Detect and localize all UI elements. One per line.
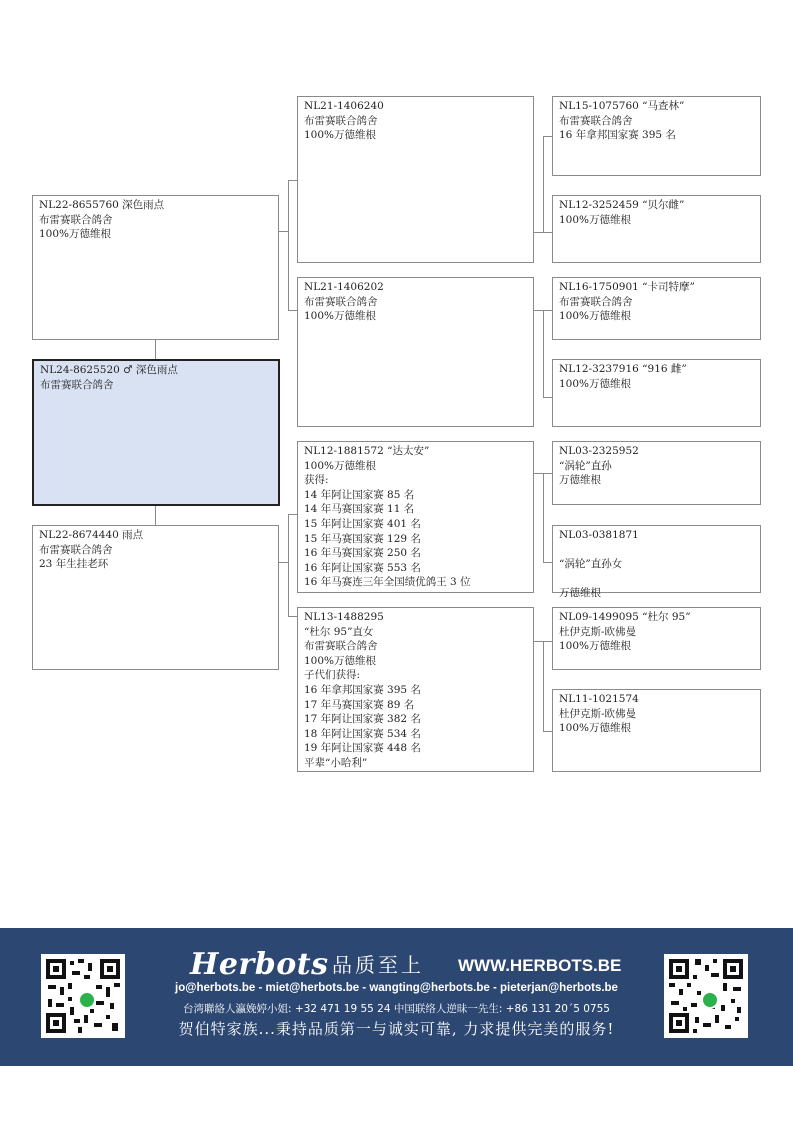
company-motto: 贺伯特家族...秉持品质第一与诚实可靠, 力求提供完美的服务! [178,1020,615,1038]
wechat-logo-icon [701,991,719,1009]
connector-line [543,473,552,474]
connector-line [543,232,552,233]
connector-line [543,310,552,311]
connector-line [288,616,297,617]
great-grandparent-card-3: NL16-1750901 “卡司特摩” 布雷赛联合鸽舍 100%万德维根 [552,277,761,340]
great-grandparent-card-7: NL09-1499095 “杜尔 95” 杜伊克斯-欧佛曼 100%万德维根 [552,607,761,670]
connector-line [543,136,544,232]
connector-line [279,562,288,563]
connector-line [543,641,544,731]
connector-line [543,562,552,563]
great-grandparent-card-8: NL11-1021574 杜伊克斯-欧佛曼 100%万德维根 [552,689,761,772]
dam-sire-card: NL12-1881572 “达太安” 100%万德维根 获得: 14 年阿让国家赛 85 名 14 年马赛国家赛 11 名 15 年阿让国家赛 401 名 15 年马赛国家赛 129 名 16 年马赛国家赛 250 名 16 年阿让国家赛 553 名 16 年马赛连三年全国绩优鸽王 3 位 [297,441,534,593]
qr-code-left[interactable] [41,954,125,1038]
great-grandparent-card-2: NL12-3252459 “贝尔雌” 100%万德维根 [552,195,761,263]
footer-banner [0,928,793,1066]
brand-row [190,948,630,982]
connector-line [543,397,552,398]
sire-dam-card: NL21-1406202 布雷赛联合鸽舍 100%万德维根 [297,277,534,427]
connector-line [543,641,552,642]
connector-line [543,310,544,397]
connector-line [288,180,289,310]
sire-sire-card: NL21-1406240 布雷赛联合鸽舍 100%万德维根 [297,96,534,263]
connector-line [543,136,552,137]
connector-line [288,310,297,311]
connector-line [288,514,289,616]
connector-line [288,180,297,181]
contact-phones: 台湾聯絡人瀛娩婷小姐: +32 471 19 55 24 中国联络人逆昧一先生: +86 131 20´5 0755 [183,1003,610,1015]
connector-line [155,340,156,359]
wechat-logo-icon [78,991,96,1009]
connector-line [543,473,544,562]
subject-card: NL24-8625520 ♂ 深色雨点 布雷赛联合鸽舍 [32,359,280,506]
connector-line [534,232,543,233]
dam-card: NL22-8674440 雨点 布雷赛联合鸽舍 23 年生挂老环 [32,525,279,670]
connector-line [534,473,543,474]
herbots-logo: Herbots [190,947,329,982]
dam-dam-card: NL13-1488295 “杜尔 95”直女 布雷赛联合鸽舍 100%万德维根 子代们获得: 16 年拿邦国家赛 395 名 17 年马赛国家赛 89 名 17 年阿让国家赛 382 名 18 年阿让国家赛 534 名 19 年阿让国家赛 448 名 平辈“小哈利” [297,607,534,772]
website-link[interactable]: WWW.HERBOTS.BE [458,956,622,975]
connector-line [543,731,552,732]
great-grandparent-card-4: NL12-3237916 “916 雌” 100%万德维根 [552,359,761,427]
sire-card: NL22-8655760 深色雨点 布雷赛联合鸽舍 100%万德维根 [32,195,279,340]
great-grandparent-card-5: NL03-2325952 “涡轮”直孙 万德维根 [552,441,761,505]
great-grandparent-card-1: NL15-1075760 “马查林” 布雷赛联合鸽舍 16 年拿邦国家赛 395 名 [552,96,761,176]
contact-emails[interactable]: jo@herbots.be - miet@herbots.be - wangting@herbots.be - pieterjan@herbots.be [175,982,618,994]
great-grandparent-card-6: NL03-0381871 “涡轮”直孙女 万德维根 [552,525,761,593]
connector-line [534,641,543,642]
connector-line [279,231,288,232]
connector-line [534,310,543,311]
qr-code-right[interactable] [664,954,748,1038]
connector-line [155,506,156,525]
connector-line [288,514,297,515]
brand-slogan: 品质至上 [332,953,424,977]
